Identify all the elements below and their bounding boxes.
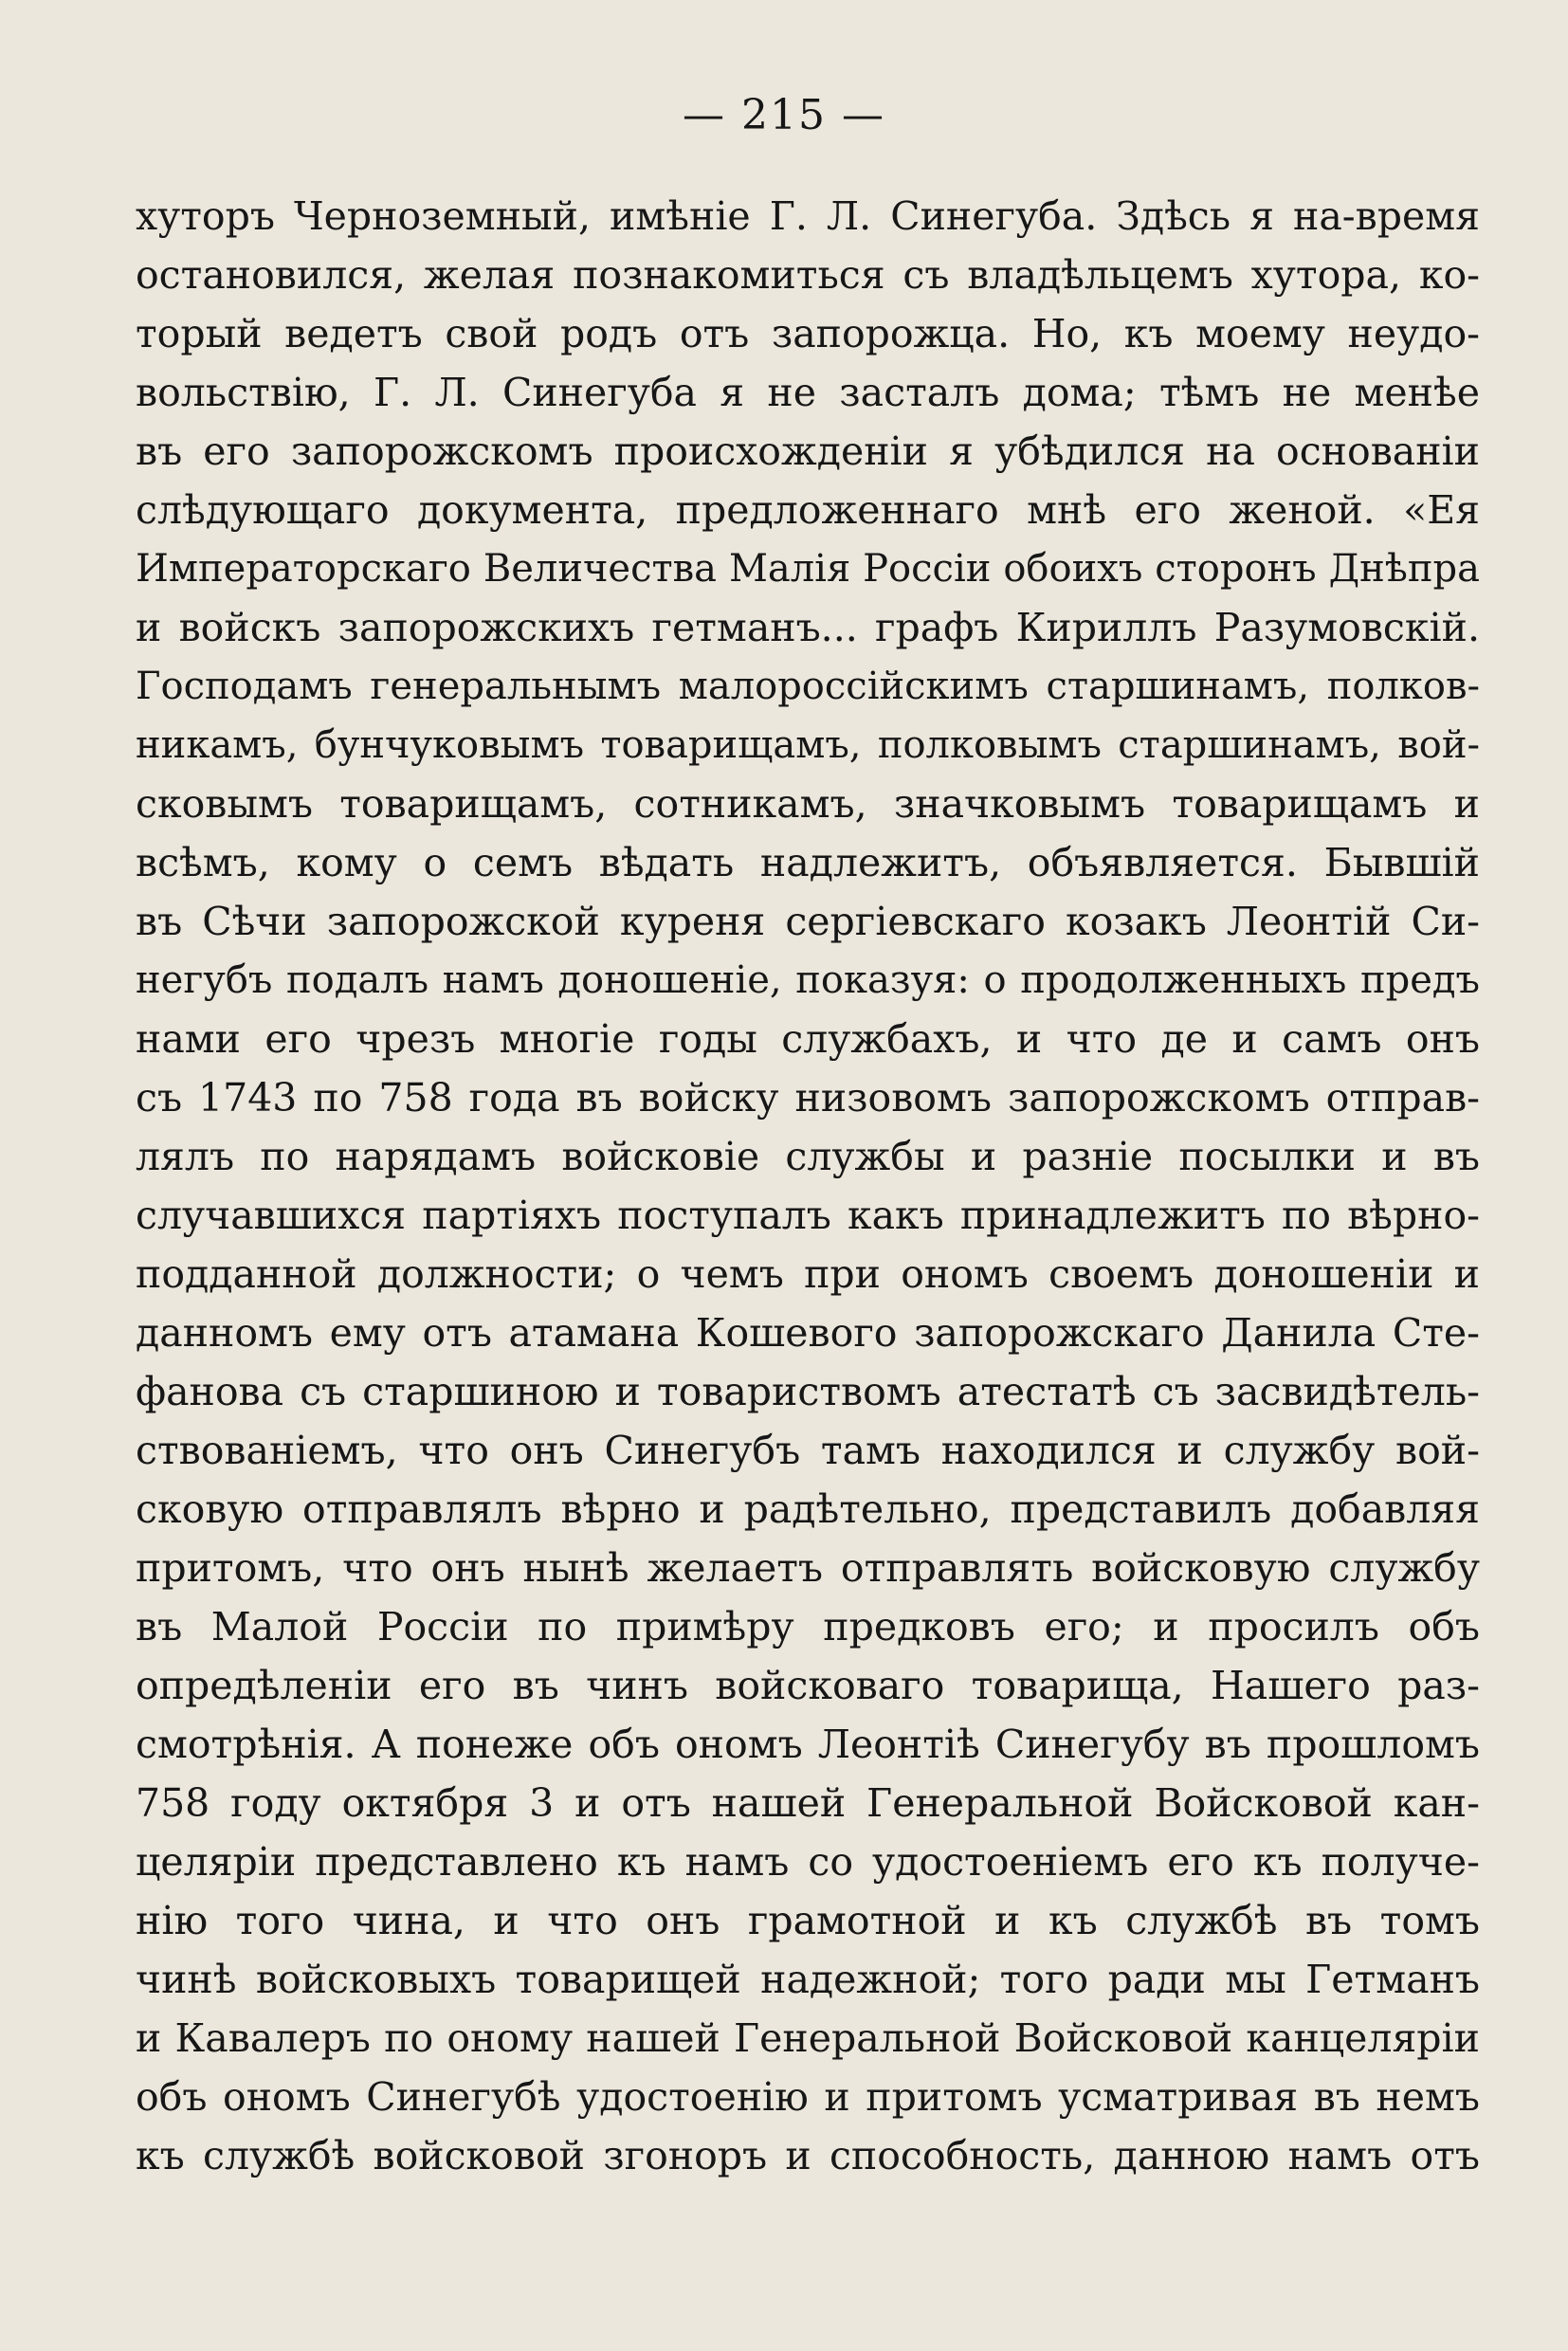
text-line: негубъ подалъ намъ доношеніе, показуя: о продолженныхъ предъ [136,958,1480,1002]
text-line: целяріи представлено къ намъ со удостоеніемъ его къ получе- [136,1839,1480,1885]
text-line: опредѣленіи его въ чинъ войсковаго товарища, Нашего раз- [136,1663,1480,1708]
text-line: подданной должности; о чемъ при ономъ своемъ доношеніи и [136,1251,1480,1297]
text-line: слѣдующаго документа, предложеннаго мнѣ его женой. «Ея [136,487,1480,533]
text-line: сковымъ товарищамъ, сотникамъ, значковымъ товарищамъ и [136,781,1480,827]
text-line: остановился, желая познакомиться съ владѣльцемъ хутора, ко- [136,252,1480,298]
text-line: ствованіемъ, что онъ Синегубъ тамъ находился и службу вой- [136,1428,1480,1473]
text-line: фанова съ старшиною и товариствомъ атестатѣ съ засвидѣтель- [136,1369,1480,1414]
text-line: случавшихся партіяхъ поступалъ какъ принадлежитъ по вѣрно- [136,1193,1480,1238]
text-line: Императорскаго Величества Малія Россіи обоихъ сторонъ Днѣпра [136,547,1480,591]
text-line: смотрѣнія. А понеже объ ономъ Леонтіѣ Синегубу въ прошломъ [136,1722,1480,1767]
text-line: вольствію, Г. Л. Синегуба я не засталъ дома; тѣмъ не менѣе [136,370,1480,415]
text-line: притомъ, что онъ нынѣ желаетъ отправлять войсковую службу [136,1545,1480,1591]
text-line: лялъ по нарядамъ войсковіе службы и разніе посылки и въ [136,1134,1480,1179]
text-line: объ ономъ Синегубѣ удостоенію и притомъ усматривая въ немъ [136,2074,1480,2120]
text-line: и войскъ запорожскихъ гетманъ... графъ Кириллъ Разумовскій. [136,605,1480,650]
text-line: въ его запорожскомъ происхожденіи я убѣдился на основаніи [136,428,1480,474]
text-line: торый ведетъ свой родъ отъ запорожца. Но, къ моему неудо- [136,311,1480,356]
text-line: съ 1743 по 758 года въ войску низовомъ запорожскомъ отправ- [136,1075,1480,1121]
page-number: — 215 — [683,91,885,139]
body-text [136,187,1480,2185]
text-line: хуторъ Черноземный, имѣніе Г. Л. Синегуба. Здѣсь я на-время [136,193,1480,239]
text-line: въ Малой Россіи по примѣру предковъ его; и просилъ объ [136,1604,1480,1649]
text-line: сковую отправлялъ вѣрно и радѣтельно, представилъ добавляя [136,1486,1480,1532]
text-line: Господамъ генеральнымъ малороссійскимъ старшинамъ, полков- [136,665,1480,708]
text-line: нію того чина, и что онъ грамотной и къ службѣ въ томъ [136,1898,1480,1943]
text-line: данномъ ему отъ атамана Кошевого запорожскаго Данила Сте- [136,1310,1480,1356]
text-line: чинѣ войсковыхъ товарищей надежной; того ради мы Гетманъ [136,1957,1480,2002]
text-line: никамъ, бунчуковымъ товарищамъ, полковымъ старшинамъ, вой- [136,723,1480,767]
text-line: всѣмъ, кому о семъ вѣдать надлежитъ, объявляется. Бывшій [136,840,1480,885]
text-line: къ службѣ войсковой згоноръ и способность, данною намъ отъ [136,2133,1480,2178]
text-line: нами его чрезъ многіе годы службахъ, и что де и самъ онъ [136,1016,1480,1062]
text-line: въ Сѣчи запорожской куреня сергіевскаго козакъ Леонтій Си- [136,899,1480,944]
text-line: и Кавалеръ по оному нашей Генеральной Войсковой канцеляріи [136,2015,1480,2061]
text-line: 758 году октября 3 и отъ нашей Генеральной Войсковой кан- [136,1780,1480,1826]
